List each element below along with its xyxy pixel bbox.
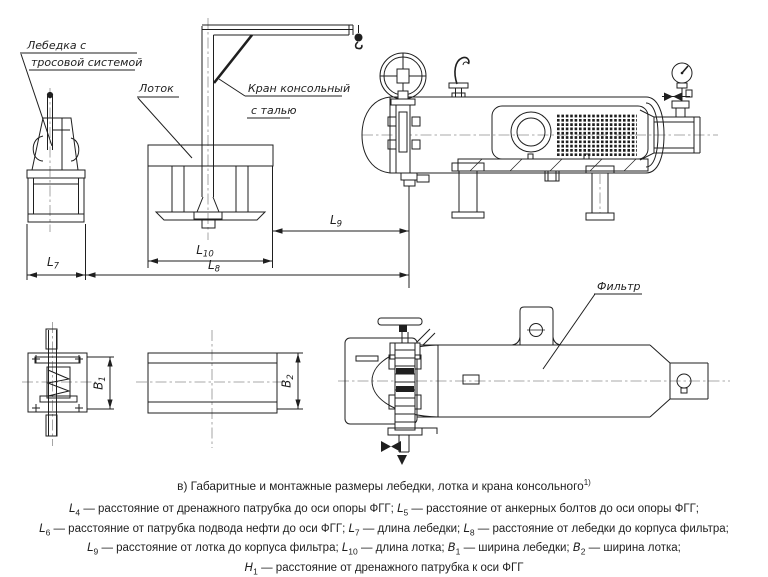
legend [0, 501, 768, 577]
dim-label-L9: $L_9$ [329, 213, 343, 230]
pressure-gauge [662, 63, 692, 117]
filter-top-view [338, 307, 730, 465]
legend-line: $H_1$ — расстояние от дренажного патрубка к оси ФГГ [244, 560, 524, 577]
legend-line: $L_6$ — расстояние от патрубка подвода нефти до оси ФГГ; $L_7$ — длина лебедки; $L_8$ — расстояние от лебедки до корпуса фильтра; [39, 520, 729, 537]
dim-label-B2: $B_2$ [279, 374, 296, 388]
winch-label-line1: Лебедка с [27, 39, 87, 52]
caption-title-text: в) Габаритные и монтажные размеры лебедки, лотка и крана консольного [177, 478, 584, 493]
lifting-hook [449, 57, 469, 97]
dim-label-B1: $B_1$ [91, 376, 108, 390]
dim-label-L8: $L_8$ [207, 258, 221, 275]
tray-label: Лоток [139, 82, 174, 95]
filter-side-view [362, 53, 718, 288]
dimensions [27, 213, 409, 278]
caption-title [0, 478, 768, 493]
tray-top-view [136, 330, 303, 448]
dim-label-L7: $L_7$ [46, 255, 60, 272]
legend-line: $L_9$ — расстояние от лотка до корпуса фильтра; $L_{10}$ — длина лотка; $B_1$ — ширина лебедки; $B_2$ — ширина лотка; [87, 540, 681, 557]
legend-line: $L_4$ — расстояние от дренажного патрубка до оси опоры ФГГ; $L_5$ — расстояние от анкерных болтов до оси опоры ФГГ; [68, 500, 700, 518]
handwheel-valve [380, 53, 429, 186]
winch-top-view [22, 322, 114, 446]
crane-label-line2: с талью [251, 104, 297, 117]
filter-label: Фильтр [597, 280, 641, 293]
dim-label-L10: $L_{10}$ [196, 243, 214, 260]
figure-caption [0, 472, 768, 577]
drain-valve-assembly [378, 318, 437, 465]
caption-footnote-marker: 1) [583, 478, 591, 487]
crane-label-line1: Кран консольный [248, 82, 351, 95]
winch-front-view [27, 88, 86, 280]
winch-label-line2: тросовой системой [31, 56, 143, 69]
callout-labels [20, 39, 642, 369]
